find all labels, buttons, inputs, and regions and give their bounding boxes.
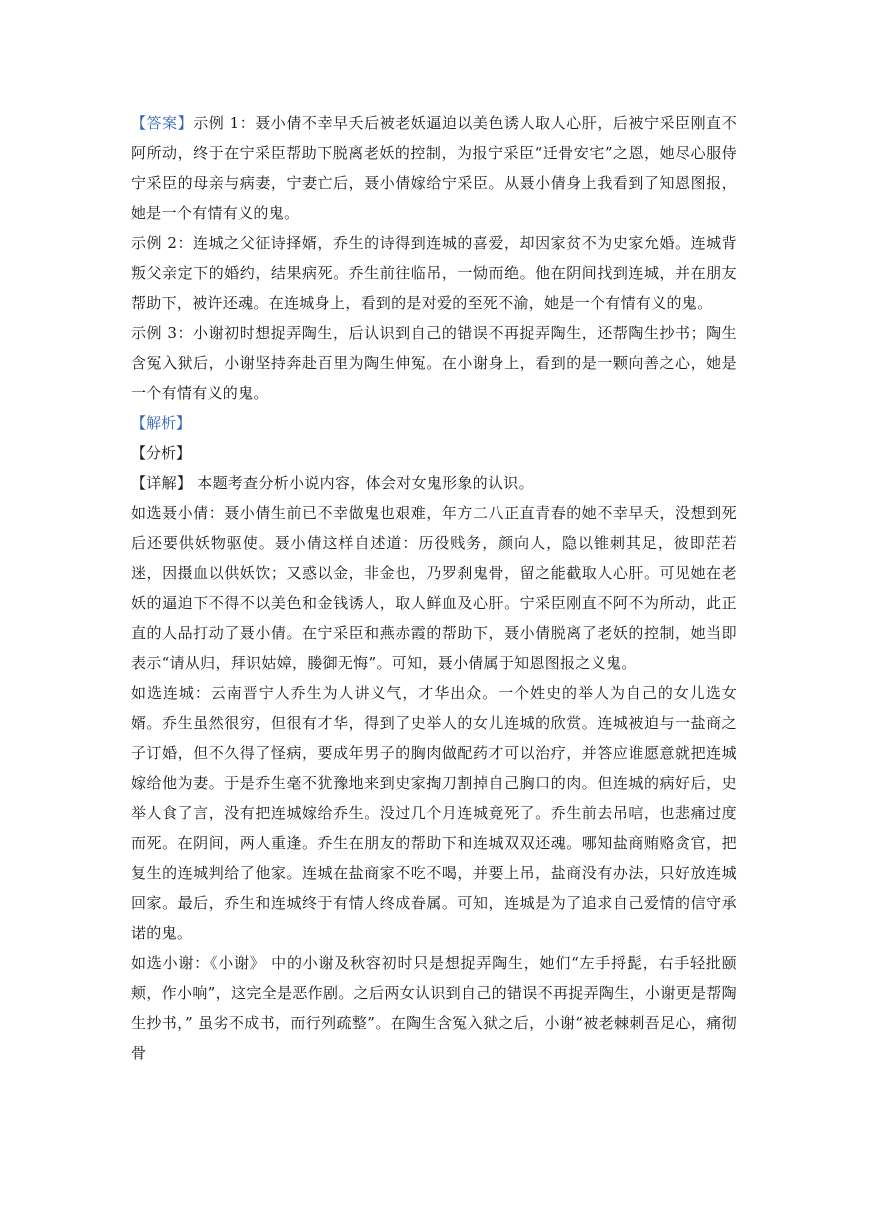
xiaoxie-paragraph: 如选小谢：《小谢》 中的小谢及秋容初时只是想捉弄陶生，她们“左手捋髭，右手轻批颐颊，作小响”，这完全是恶作剧。之后两女认识到自己的错误不再捉弄陶生，小谢更是帮陶生抄书，” 虽劣不成书，而行列疏整”。在陶生含冤入狱之后，小谢“被老棘刺吾足心，痛彻骨 bbox=[131, 954, 737, 1062]
answer-example-1 bbox=[131, 108, 737, 228]
detail-paragraph bbox=[131, 468, 737, 498]
example-1-text: 示例 1：聂小倩不幸早夭后被老妖逼迫以美色诱人取人心肝，后被宁采臣刚直不阿所动，终于在宁采臣帮助下脱离老妖的控制，为报宁采臣“迁骨安宅”之恩，她尽心服侍宁采臣的母亲与病妻，宁妻亡后，聂小倩嫁给宁采臣。从聂小倩身上我看到了知恩图报，她是一个有情有义的鬼。 bbox=[131, 114, 737, 222]
analysis-tag: 【解析】 bbox=[131, 414, 192, 432]
detail-tag: 【详解】 bbox=[131, 474, 193, 492]
answer-example-2: 示例 2：连城之父征诗择婿，乔生的诗得到连城的喜爱，却因家贫不为史家允婚。连城背叛父亲定下的婚约，结果病死。乔生前往临吊，一恸而绝。他在阴间找到连城，并在朋友帮助下，被许还魂。在连城身上，看到的是对爱的至死不渝，她是一个有情有义的鬼。 bbox=[131, 234, 737, 312]
nie-xiaoqian-paragraph: 如选聂小倩：聂小倩生前已不幸做鬼也艰难，年方二八正直青春的她不幸早夭，没想到死后还要供妖物驱使。聂小倩这样自述道：历役贱务，颜向人，隐以锥刺其足，彼即茫若迷，因摄血以供妖饮；又惑以金，非金也，乃罗刹鬼骨，留之能截取人心肝。可见她在老妖的逼迫下不得不以美色和金钱诱人，取人鲜血及心肝。宁采臣刚直不阿不为所动，此正直的人品打动了聂小倩。在宁采臣和燕赤霞的帮助下，聂小倩脱离了老妖的控制，她当即表示“请从归，拜识姑嫜，媵御无悔”。可知，聂小倩属于知恩图报之义鬼。 bbox=[131, 504, 737, 672]
answer-example-3: 示例 3：小谢初时想捉弄陶生，后认识到自己的错误不再捉弄陶生，还帮陶生抄书；陶生含冤入狱后，小谢坚持奔赴百里为陶生伸冤。在小谢身上，看到的是一颗向善之心，她是一个有情有义的鬼。 bbox=[131, 324, 737, 402]
fenxi-tag: 【分析】 bbox=[131, 444, 192, 462]
liancheng-paragraph: 如选连城：云南晋宁人乔生为人讲义气，才华出众。一个姓史的举人为自己的女儿选女婿。乔生虽然很穷，但很有才华，得到了史举人的女儿连城的欣赏。连城被迫与一盐商之子订婚，但不久得了怪病，要成年男子的胸肉做配药才可以治疗，并答应谁愿意就把连城嫁给他为妻。于是乔生毫不犹豫地来到史家掏刀割掉自己胸口的肉。但连城的病好后，史举人食了言，没有把连城嫁给乔生。没过几个月连城竟死了。乔生前去吊唁，也悲痛过度而死。在阴间，两人重逢。乔生在朋友的帮助下和连城双双还魂。哪知盐商贿赂贪官，把复生的连城判给了他家。连城在盐商家不吃不喝，并要上吊，盐商没有办法，只好放连城回家。最后，乔生和连城终于有情人终成眷属。可知，连城是为了追求自己爱情的信守承诺的鬼。 bbox=[131, 684, 737, 942]
answer-tag: 【答案】 bbox=[131, 114, 194, 132]
document-page bbox=[131, 108, 737, 1068]
detail-text: 本题考查分析小说内容，体会对女鬼形象的认识。 bbox=[192, 474, 534, 492]
